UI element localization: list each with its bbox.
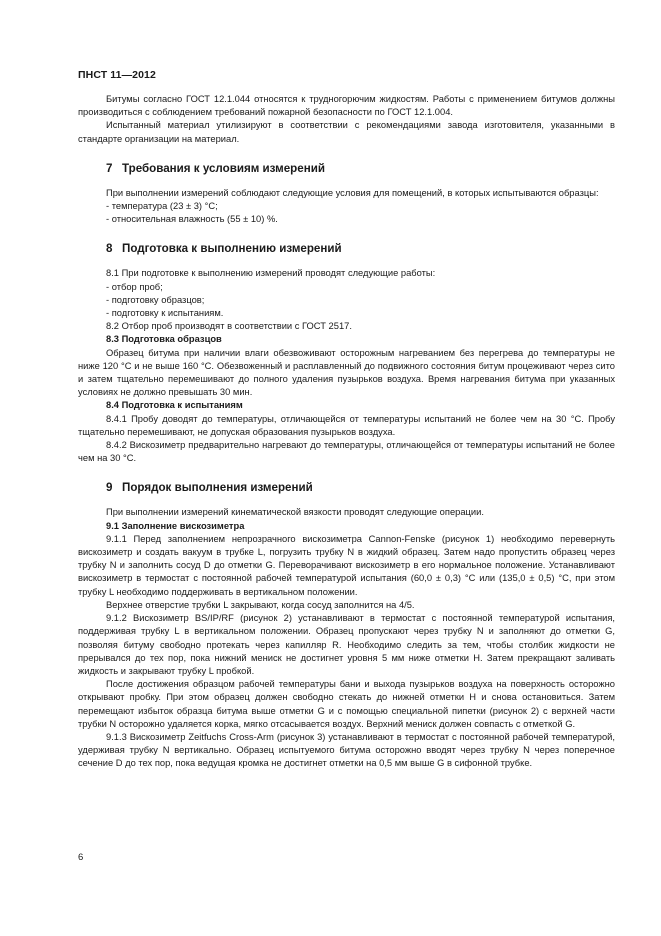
- clause-8-4-1: 8.4.1 Пробу доводят до температуры, отличающейся от температуры испытаний не более чем на 30 °С. Пробу тщательно перемешивают, не допуская образования пузырьков воздуха.: [78, 413, 615, 437]
- section-7-item-temperature: - температура (23 ± 3) °С;: [106, 201, 218, 212]
- section-7-paragraph: При выполнении измерений соблюдают следующие условия для помещений, в которых испытываются образцы:: [106, 187, 599, 198]
- clause-8-1-item-1: - отбор проб;: [106, 281, 163, 292]
- section-7-title: Требования к условиям измерений: [122, 161, 325, 175]
- intro-paragraph-2: Испытанный материал утилизируют в соответствии с рекомендациями завода изготовителя, указанными в стандарте организации на материал.: [78, 120, 615, 144]
- document-header: ПНСТ 11—2012: [78, 69, 156, 81]
- clause-8-3-paragraph: Образец битума при наличии влаги обезвоживают осторожным нагреванием без перегрева до температуры не ниже 120 °С и не выше 160 °С. Обезвоженный и расплавленный до подвижного состояния битум процеживают через сито и затем тщательно перемешивают до полного удаления пузырьков воздуха. Время нагревания битума при указанных условиях не должно превышать 30 мин.: [78, 347, 615, 398]
- clause-9-1-2: 9.1.2 Вискозиметр BS/IP/RF (рисунок 2) устанавливают в термостат с постоянной температурой испытания, поддерживая трубку L в вертикальном положении. Образец пропускают через трубку N и заполняют до отметки G, позволяя битуму свободно протекать через капилляр R. Необходимо следить за тем, чтобы столбик жидкости не прерывался до тех пор, пока нижний мениск не достигнет уровня 5 мм ниже отметки H. Затем прекращают заливать жидкость и закрывают трубку L пробкой.: [78, 613, 615, 676]
- section-9-paragraph: При выполнении измерений кинематической вязкости проводят следующие операции.: [106, 507, 484, 518]
- section-7-number: 7: [106, 161, 113, 175]
- section-7-heading: [106, 162, 615, 176]
- clause-8-4-2: 8.4.2 Вискозиметр предварительно нагревают до температуры, отличающейся от температуры испытаний не более чем на 30 °С.: [78, 440, 615, 464]
- page-number: 6: [78, 852, 84, 863]
- section-9-heading: [106, 481, 615, 495]
- page-content: [78, 93, 615, 771]
- clause-8-1-item-3: - подготовку к испытаниям.: [106, 308, 224, 319]
- clause-9-1-2-continued: После достижения образцом рабочей температуры бани и выхода пузырьков воздуха на поверхность осторожно открывают пробку. При этом образец должен свободно стекать до нижней отметки H и снова остановиться. Затем перемещают избыток образца битума выше отметки G и с помощью специальной пипетки (рисунок 2) с верхней части трубки N осторожно удаляется корка, мягко отсасывается воздух. Верхний мениск должен совпасть с отметкой G.: [78, 679, 615, 729]
- clause-8-4-heading: 8.4 Подготовка к испытаниям: [106, 400, 243, 411]
- clause-9-1-3: 9.1.3 Вискозиметр Zeitfuchs Cross-Arm (рисунок 3) устанавливают в термостат с постоянной рабочей температурой, удерживая трубку N вертикально. Образец испытуемого битума осторожно вводят через трубку N через поперечное сечение D до тех пор, пока ведущая кромка не достигнет отметки на 0,5 мм выше G в сифонной трубке.: [78, 731, 615, 769]
- clause-9-1-1: 9.1.1 Перед заполнением непрозрачного вискозиметра Cannon-Fenske (рисунок 1) необходимо перевернуть вискозиметр и создать вакуум в трубке L, погрузить трубку N в жидкий образец. Затем надо пропустить образец через трубку N и заполнить сосуд D до отметки G. Переворачивают вискозиметр в его нормальное положение. Устанавливают вискозиметр в термостат с постоянной рабочей температурой испытания (60,0 ± 0,3) °С или (135,0 ± 0,5) °С, при этом трубку L необходимо поддерживать в вертикальном положении.: [78, 533, 615, 597]
- intro-paragraph-1: Битумы согласно ГОСТ 12.1.044 относятся к трудногорючим жидкостям. Работы с применением битумов должны производиться с соблюдением требований пожарной безопасности по ГОСТ 12.1.004.: [78, 94, 615, 118]
- clause-9-1-1-continued: Верхнее отверстие трубки L закрывают, когда сосуд заполнится на 4/5.: [106, 599, 415, 610]
- section-8-number: 8: [106, 242, 113, 256]
- clause-8-1: 8.1 При подготовке к выполнению измерений проводят следующие работы:: [106, 268, 436, 279]
- clause-8-2: 8.2 Отбор проб производят в соответствии с ГОСТ 2517.: [106, 321, 352, 332]
- clause-9-1-heading: 9.1 Заполнение вискозиметра: [106, 520, 245, 531]
- section-9-title: Порядок выполнения измерений: [122, 481, 313, 495]
- section-9-number: 9: [106, 481, 113, 495]
- section-8-title: Подготовка к выполнению измерений: [122, 242, 342, 256]
- section-8-heading: [106, 242, 615, 256]
- section-7-item-humidity: - относительная влажность (55 ± 10) %.: [106, 214, 278, 225]
- clause-8-3-heading: 8.3 Подготовка образцов: [106, 334, 222, 345]
- clause-8-1-item-2: - подготовку образцов;: [106, 294, 205, 305]
